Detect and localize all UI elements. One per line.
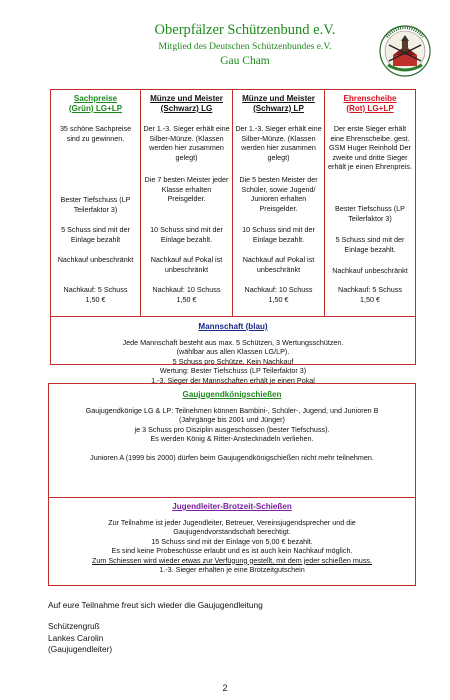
youth-king-line: Es werden König & Ritter-Anstecknadeln verliehen. bbox=[150, 434, 314, 443]
youth-king-section bbox=[50, 390, 414, 462]
column-text: Bester Tiefschuss (LP Teilerfaktor 3) bbox=[335, 204, 405, 223]
column-text: Der 1.-3. Sieger erhält eine Silber-Münze. (Klassen werden hier zusammen gelegt) bbox=[143, 124, 230, 162]
leader-shoot-line: 1.-3. Sieger erhalten je eine Brotzeitgutschein bbox=[159, 565, 305, 574]
closing-line: Auf eure Teilnahme freut sich wieder die Gaujugendleitung bbox=[48, 600, 263, 610]
column-text: 5 Schuss sind mit der Einlage bezahlt bbox=[61, 225, 130, 244]
column-price: Nachkauf: 10 Schuss 1,50 € bbox=[152, 285, 221, 304]
team-line: Jede Mannschaft besteht aus max. 5 Schützen, 3 Wertungsschützen. bbox=[122, 337, 344, 347]
column-price: Nachkauf: 5 Schuss 1,50 € bbox=[338, 285, 402, 304]
youth-king-note: Junioren A (1999 bis 2000) dürfen beim Gaujugendkönigschießen nicht mehr teilnehmen. bbox=[90, 452, 374, 462]
prize-column-munze-lg bbox=[141, 94, 232, 113]
team-section bbox=[51, 322, 415, 385]
leader-shoot-title: Jugendleiter-Brotzeit-Schießen bbox=[172, 502, 292, 511]
letterhead bbox=[100, 22, 390, 68]
column-text: 10 Schuss sind mit der Einlage bezahlt. bbox=[242, 225, 315, 244]
team-line: Wertung: Bester Tiefschuss (LP Teilerfaktor 3) bbox=[159, 366, 307, 375]
youth-king-title: Gaujugendkönigschießen bbox=[182, 390, 282, 399]
column-text: Die 5 besten Meister der Schüler, sowie Jugend/ Junioren erhalten Preisgelder. bbox=[239, 175, 318, 213]
leader-shoot-line: Gaujugendvorstandschaft berechtigt. bbox=[173, 527, 291, 536]
team-line: (wählbar aus allen Klassen LG/LP). bbox=[176, 347, 290, 356]
youth-king-line: je 3 Schuss pro Disziplin ausgeschossen (bester Tiefschuss). bbox=[134, 424, 330, 434]
column-price: Nachkauf: 10 Schuss 1,50 € bbox=[244, 285, 313, 304]
column-text: Nachkauf unbeschränkt bbox=[332, 266, 408, 275]
column-text: 35 schöne Sachpreise sind zu gewinnen. bbox=[59, 124, 132, 143]
youth-king-line: (Jahrgänge bis 2001 und Jünger) bbox=[179, 415, 285, 424]
page-number: 2 bbox=[222, 683, 228, 693]
column-text: Die 7 besten Meister jeder Klasse erhalten Preisgelder. bbox=[144, 175, 229, 203]
leader-shoot-line: Es sind keine Probeschüsse erlaubt und es ist auch kein Nachkauf möglich. bbox=[111, 546, 353, 555]
column-title: Ehrenscheibe (Rot) LG+LP bbox=[343, 94, 397, 113]
team-title: Mannschaft (blau) bbox=[198, 322, 268, 331]
column-text: Der erste Sieger erhält eine Ehrenscheibe. gest. GSM Huger Reinhold Der zweite und dritte Sieger erhält je einen Ehrenpreis. bbox=[328, 124, 412, 171]
prize-column-ehrenscheibe bbox=[325, 94, 415, 113]
member-of-line: Mitglied des Deutschen Schützenbundes e.V. bbox=[158, 41, 332, 52]
column-text: Nachkauf auf Pokal ist unbeschränkt bbox=[150, 255, 223, 274]
signature-block bbox=[48, 621, 112, 656]
district-name: Gau Cham bbox=[220, 55, 270, 67]
column-text: Bester Tiefschuss (LP Teilerfaktor 3) bbox=[60, 195, 131, 214]
team-line: 5 Schuss pro Schütze, Kein Nachkauf bbox=[172, 356, 294, 366]
leader-shoot-line: 15 Schuss sind mit der Einlage von 5,00 € bezahlt. bbox=[151, 536, 313, 546]
column-text: 10 Schuss sind mit der Einlage bezahlt. bbox=[150, 225, 223, 244]
column-text: Nachkauf auf Pokal ist unbeschränkt bbox=[242, 255, 315, 274]
org-name: Oberpfälzer Schützenbund e.V. bbox=[154, 22, 336, 38]
column-text: Der 1.-3. Sieger erhält eine Silber-Münze. (Klassen werden hier zusammen gelegt) bbox=[235, 124, 322, 162]
column-price: Nachkauf: 5 Schuss 1,50 € bbox=[63, 285, 128, 304]
column-title: Münze und Meister (Schwarz) LG bbox=[150, 94, 223, 113]
prize-column-munze-lp bbox=[233, 94, 324, 113]
signer-role: (Gaujugendleiter) bbox=[48, 644, 113, 654]
signer-name: Lankes Carolin bbox=[48, 632, 104, 643]
team-line: 1.-3. Sieger der Mannschaften erhält je einen Pokal bbox=[151, 375, 315, 385]
leader-shoot-underlined-line: Zum Schiessen wird wieder etwas zur Verfügung gestellt, mit dem jeder schießen muss. bbox=[91, 555, 373, 565]
column-title: Münze und Meister (Schwarz) LP bbox=[242, 94, 315, 113]
column-text: Nachkauf unbeschränkt bbox=[57, 255, 134, 264]
prize-column-sachpreise bbox=[51, 94, 140, 113]
leader-shoot-section bbox=[50, 502, 414, 575]
youth-king-line: Gaujugendkönige LG & LP: Teilnehmen können Bambini-, Schüler-, Jugend, und Junioren B bbox=[85, 405, 379, 415]
club-crest-icon bbox=[379, 25, 431, 77]
column-text: 5 Schuss sind mit der Einlage bezahlt. bbox=[335, 235, 405, 254]
column-title: Sachpreise (Grün) LG+LP bbox=[68, 94, 123, 113]
greeting: Schützengruß bbox=[48, 621, 100, 631]
leader-shoot-line: Zur Teilnahme ist jeder Jugendleiter, Betreuer, Vereinsjugendsprecher und die bbox=[108, 517, 356, 527]
